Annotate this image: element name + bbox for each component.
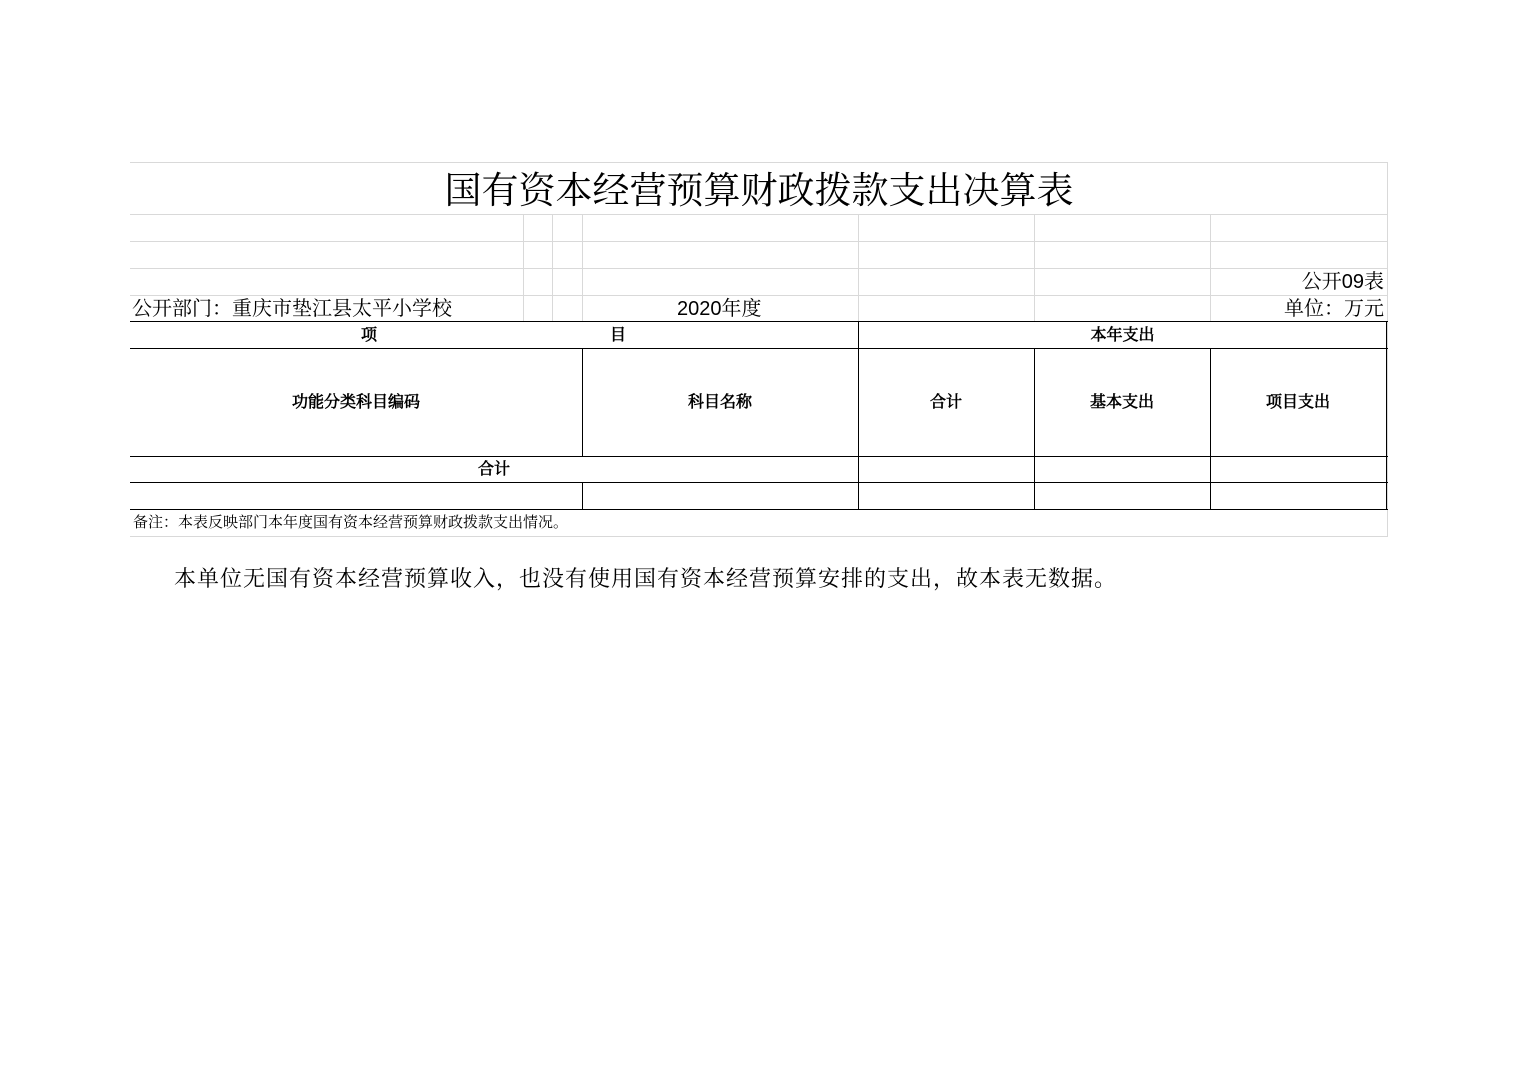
remark-note: 备注：本表反映部门本年度国有资本经营预算财政拨款支出情况。 [133, 513, 569, 531]
form-code: 公开09表 [1301, 271, 1384, 293]
header-function-code: 功能分类科目编码 [291, 392, 420, 411]
department-label: 公开部门：重庆市垫江县太平小学校 [132, 298, 452, 320]
sheet-title: 国有资本经营预算财政拨款支出决算表 [444, 169, 1074, 212]
header-total: 合计 [929, 392, 962, 411]
header-current-year: 本年支出 [1090, 325, 1155, 344]
header-basic-expenditure: 基本支出 [1089, 392, 1154, 411]
header-item-left: 项 [361, 325, 378, 344]
no-data-statement: 本单位无国有资本经营预算收入，也没有使用国有资本经营预算安排的支出，故本表无数据。 [174, 567, 1118, 592]
budget-sheet [130, 162, 1388, 538]
header-item-right: 目 [610, 325, 627, 344]
total-row-label: 合计 [477, 459, 510, 478]
unit-label: 单位：万元 [1284, 298, 1384, 320]
fiscal-year: 2020年度 [677, 298, 762, 320]
header-subject-name: 科目名称 [687, 392, 752, 411]
header-project-expenditure: 项目支出 [1265, 392, 1330, 411]
